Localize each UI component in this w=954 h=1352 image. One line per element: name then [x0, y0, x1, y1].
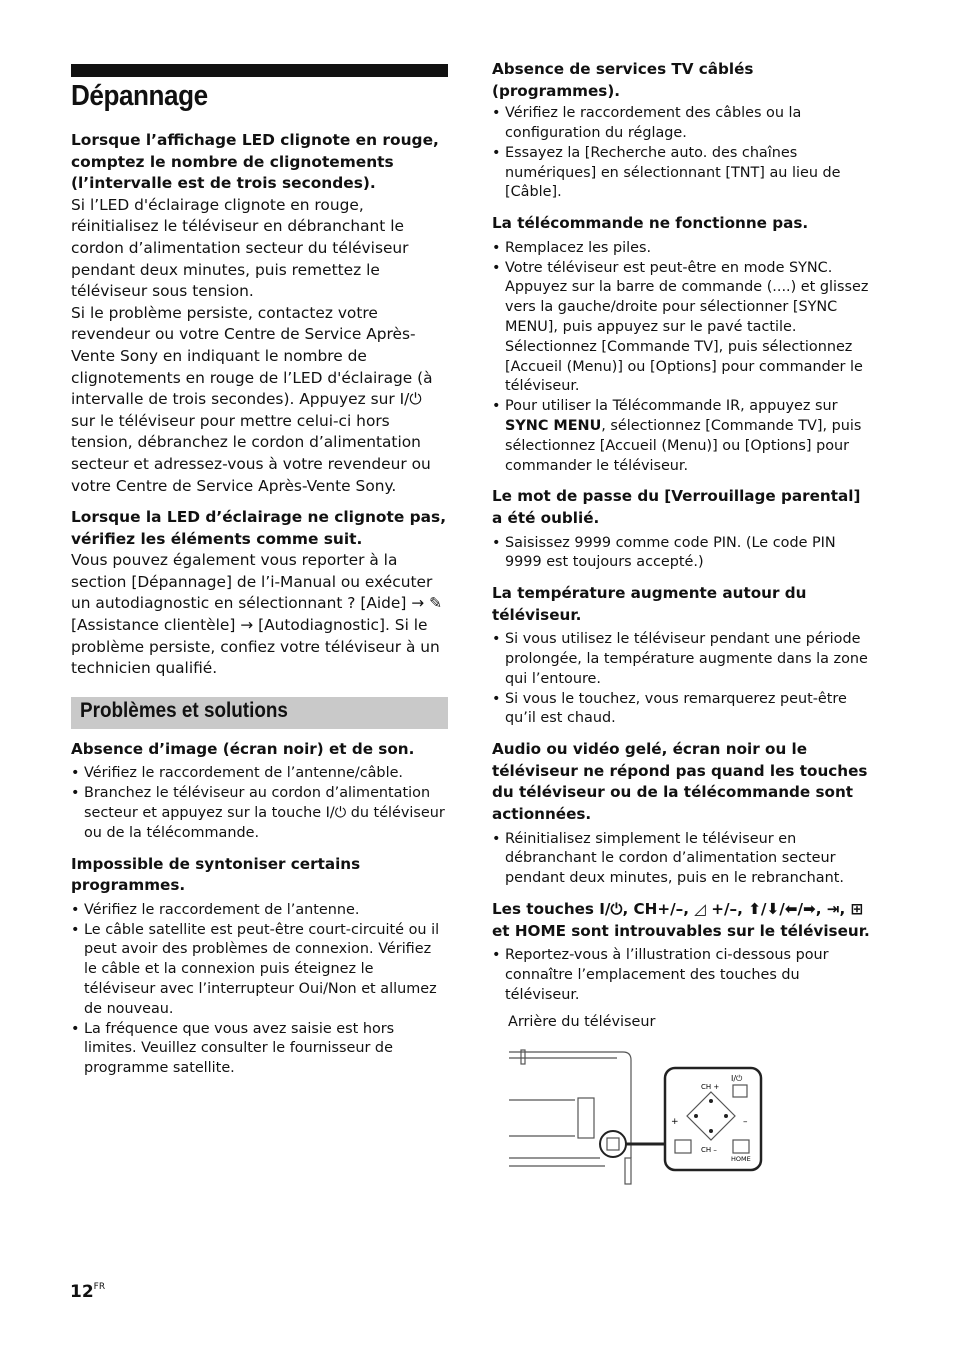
- section-band: [71, 697, 448, 729]
- page-number: [70, 1282, 105, 1302]
- intro-paragraph-1: Si l’LED d'éclairage clignote en rouge, réinitialisez le téléviseur en débranchant le cordon d’alimentation secteur du téléviseur pendant deux minutes, puis remettez le téléviseur sous tension.: [71, 195, 409, 301]
- s1-title: Absence d’image (écran noir) et de son.: [71, 739, 415, 758]
- r3-title: Le mot de passe du [Verrouillage parental] a été oublié.: [492, 487, 861, 527]
- r1-bullet-2: • Essayez la [Recherche auto. des chaînes numériques] en sélectionnant [TNT] au lieu de [Câble].: [492, 144, 870, 203]
- r2-text-bold: SYNC MENU: [505, 417, 602, 434]
- diagram-vol-plus-label: +: [671, 1117, 679, 1127]
- s2-bullet-3: • La fréquence que vous avez saisie est hors limites. Veuillez consulter le fournisseur de programme satellite.: [71, 1020, 448, 1079]
- r2-bullet-2: • Votre téléviseur est peut-être en mode SYNC. Appuyez sur la barre de commande (....) et glissez vers la gauche/droite pour sélectionner [SYNC MENU], puis appuyez sur le pavé tactile. Sélectionnez [Commande TV], puis sélectionnez [Accueil (Menu)] ou [Options] pour commander le téléviseur.: [492, 259, 870, 398]
- tv-back-diagram: [505, 1048, 770, 1188]
- diagram-power-label: I/⏻: [731, 1074, 743, 1083]
- diagram-vol-minus-label: –: [743, 1117, 748, 1127]
- r2-bullet-2-continued: [492, 397, 870, 476]
- r5-bullet-1: • Réinitialisez simplement le téléviseur en débranchant le cordon d’alimentation secteur pendant deux minutes, puis en le rebranchant.: [492, 830, 870, 889]
- r4-bullet-1: • Si vous utilisez le téléviseur pendant une période prolongée, la température augmente dans la zone qui l’entoure.: [492, 630, 870, 689]
- s1-bullet-2: • Branchez le téléviseur au cordon d’alimentation secteur et appuyez sur la touche I/⏻ du téléviseur ou de la télécommande.: [71, 784, 448, 843]
- led-heading: Lorsque la LED d’éclairage ne clignote pas, vérifiez les éléments comme suit.: [71, 508, 447, 548]
- left-column: [71, 130, 448, 1079]
- s2-bullet-1: • Vérifiez le raccordement de l’antenne.: [71, 901, 448, 921]
- r4-bullet-1-continued: • Si vous le touchez, vous remarquerez peut-être qu’il est chaud.: [492, 690, 870, 730]
- diagram-ch-minus-label: CH –: [701, 1146, 717, 1154]
- title-rule: [71, 64, 448, 77]
- r6-bullet-1: • Reportez-vous à l’illustration ci-dessous pour connaître l’emplacement des touches du téléviseur.: [492, 946, 870, 1005]
- r2-text-pre: Pour utiliser la Télécommande IR, appuyez sur: [505, 398, 838, 415]
- r5-title: Audio ou vidéo gelé, écran noir ou le téléviseur ne répond pas quand les touches du téléviseur ou de la télécommande sont actionnées.: [492, 740, 868, 824]
- page-title: Dépannage: [71, 80, 208, 112]
- page-language: FR: [93, 1282, 106, 1292]
- intro-heading: Lorsque l’affichage LED clignote en rouge, comptez le nombre de clignotements (l’intervalle est de trois secondes).: [71, 131, 439, 193]
- diagram-ch-plus-label: CH +: [701, 1083, 720, 1091]
- right-column: [492, 59, 870, 1030]
- s2-title: Impossible de syntoniser certains programmes.: [71, 854, 361, 895]
- page-number-value: 12: [70, 1282, 94, 1302]
- diagram-caption: Arrière du téléviseur: [508, 1013, 656, 1030]
- r3-bullet-1: • Saisissez 9999 comme code PIN. (Le code PIN 9999 est toujours accepté.): [492, 534, 870, 574]
- diagram-home-label: HOME: [731, 1155, 751, 1163]
- r6-title: Les touches I/⏻, CH+/–, ◿ +/–, ⬆/⬇/⬅/➡, ⇥, ⊞ et HOME sont introuvables sur le téléviseur.: [492, 900, 870, 940]
- r2-text-post: , sélectionnez [Commande TV], puis sélectionnez [Accueil (Menu)] ou [Options] pour commander le téléviseur.: [505, 417, 862, 474]
- led-paragraph: Vous pouvez également vous reporter à la section [Dépannage] de l’i-Manual ou exécuter un autodiagnostic en sélectionnant ? [Aide] → ✎ [Assistance clientèle] → [Autodiagnostic]. Si le problème persiste, confiez votre téléviseur à un technicien qualifié.: [71, 551, 442, 678]
- r2-title: La télécommande ne fonctionne pas.: [492, 214, 809, 233]
- s1-bullet-1: • Vérifiez le raccordement de l’antenne/câble.: [71, 764, 448, 784]
- r2-bullet-1: • Remplacez les piles.: [492, 239, 870, 259]
- section-band-title: Problèmes et solutions: [80, 698, 288, 722]
- s2-bullet-2: • Le câble satellite est peut-être court-circuité ou il peut avoir des problèmes de connexion. Vérifiez le câble et la connexion puis éteignez le téléviseur avec l’interrupteur Oui/Non et allumez de nouveau.: [71, 921, 448, 1020]
- r1-title: Absence de services TV câblés (programmes).: [492, 60, 754, 100]
- r1-bullet-1: • Vérifiez le raccordement des câbles ou la configuration du réglage.: [492, 104, 870, 144]
- r4-title: La température augmente autour du téléviseur.: [492, 584, 807, 624]
- intro-paragraph-2: Si le problème persiste, contactez votre revendeur ou votre Centre de Service Après-Vente Sony en indiquant le nombre de clignotements en rouge de l’LED d'éclairage (à intervalle de trois secondes). Appuyez sur I/⏻ sur le téléviseur pour mettre celui-ci hors tension, débranchez le cordon d’alimentation secteur et adressez-vous à votre revendeur ou votre Centre de Service Après-Vente Sony.: [71, 303, 433, 495]
